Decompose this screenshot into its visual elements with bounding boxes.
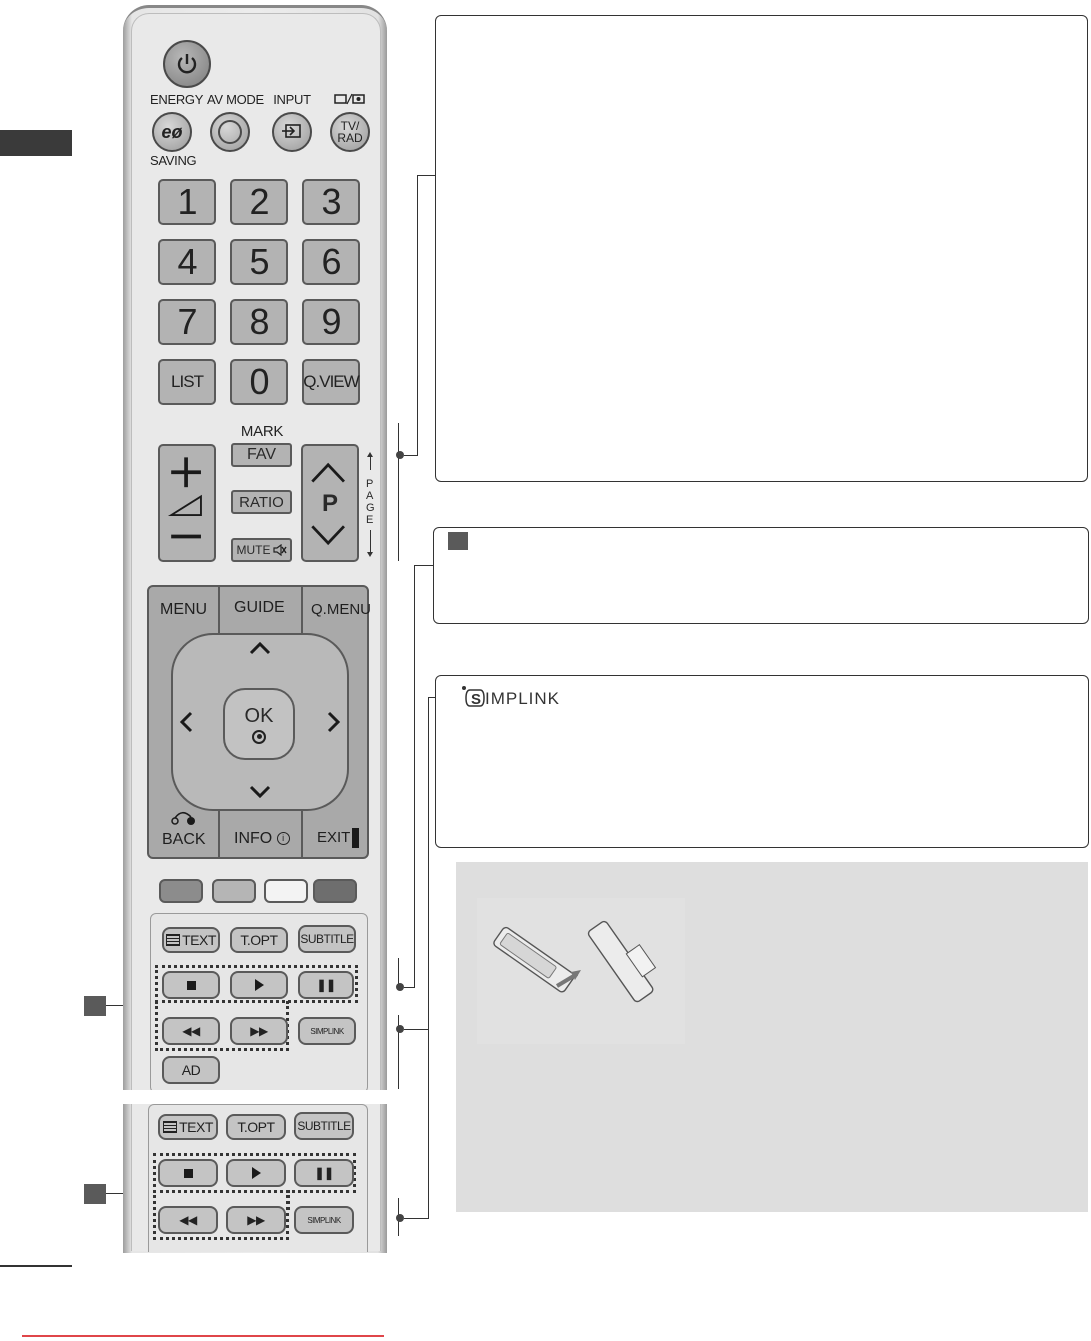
number-key-5[interactable]: 5	[230, 239, 288, 285]
rewind-button[interactable]	[158, 1206, 218, 1234]
callout-marker	[84, 1184, 106, 1204]
text-label: TEXT	[182, 932, 216, 948]
stop-icon	[187, 981, 196, 990]
q-view-button[interactable]: Q.VIEW	[302, 359, 360, 405]
number-key-4[interactable]: 4	[158, 239, 216, 285]
ad-button[interactable]: AD	[162, 1056, 220, 1084]
number-key-2[interactable]: 2	[230, 179, 288, 225]
number-key-6[interactable]: 6	[302, 239, 360, 285]
program-rocker[interactable]	[301, 444, 359, 562]
pause-button[interactable]	[298, 971, 354, 999]
number-key-9[interactable]: 9	[302, 299, 360, 345]
av-mode-button[interactable]	[210, 112, 250, 152]
number-key-8[interactable]: 8	[230, 299, 288, 345]
simplink-button[interactable]: SIMPLINK	[298, 1017, 356, 1045]
volume-icon	[160, 446, 214, 560]
saving-label: SAVING	[150, 153, 197, 168]
pause-icon: ❚❚	[314, 1166, 334, 1180]
page-letter: G	[366, 502, 375, 514]
text-icon	[163, 1121, 177, 1133]
back-arrow-icon	[170, 808, 196, 826]
page-indicator	[364, 452, 378, 562]
mute-icon	[273, 544, 287, 556]
simplink-logo	[460, 684, 584, 712]
stop-button[interactable]	[162, 971, 220, 999]
ratio-button[interactable]: RATIO	[231, 490, 292, 514]
mark-label: MARK	[240, 423, 284, 440]
play-icon	[255, 979, 264, 991]
pause-button[interactable]	[294, 1159, 354, 1187]
number-key-3[interactable]: 3	[302, 179, 360, 225]
ok-button[interactable]	[223, 688, 295, 760]
text-button[interactable]	[158, 1114, 218, 1140]
input-label: INPUT	[273, 92, 311, 107]
number-key-7[interactable]: 7	[158, 299, 216, 345]
exit-door-icon	[352, 828, 359, 848]
pause-icon: ❚❚	[316, 978, 336, 992]
av-mode-label: AV MODE	[207, 92, 264, 107]
tv-radio-top-label: TV/	[340, 119, 360, 133]
energy-label: ENERGY	[150, 92, 204, 107]
callout-marker	[448, 532, 468, 550]
list-button[interactable]: LIST	[158, 359, 216, 405]
panel-separator	[110, 1090, 410, 1104]
page-letter: E	[366, 514, 374, 526]
q-menu-button[interactable]: Q.MENU	[311, 601, 371, 618]
info-icon: i	[277, 832, 290, 845]
callout-marker	[84, 996, 106, 1016]
page-rule	[0, 1265, 72, 1267]
green-color-key[interactable]	[212, 879, 256, 903]
number-key-0[interactable]: 0	[230, 359, 288, 405]
back-button[interactable]: BACK	[162, 831, 206, 848]
footer-rule	[22, 1335, 384, 1337]
description-box-teletext	[433, 527, 1089, 624]
description-box-main	[435, 15, 1088, 482]
fast-forward-button[interactable]	[230, 1017, 288, 1045]
text-button[interactable]	[162, 927, 220, 953]
stop-button[interactable]	[158, 1159, 218, 1187]
mute-button[interactable]	[231, 538, 292, 562]
leader-bracket	[398, 423, 399, 561]
info-label: INFO	[234, 830, 273, 847]
energy-saving-button[interactable]: eø	[152, 112, 192, 152]
number-key-1[interactable]: 1	[158, 179, 216, 225]
leader-dot	[396, 1025, 404, 1033]
ok-dot-icon	[252, 730, 266, 744]
play-button[interactable]	[230, 971, 288, 999]
leader-dot	[396, 451, 404, 459]
text-icon	[166, 934, 180, 946]
rewind-button[interactable]	[162, 1017, 220, 1045]
play-icon	[252, 1167, 261, 1179]
tv-radio-icon	[334, 92, 366, 104]
volume-rocker[interactable]	[158, 444, 216, 562]
stop-icon	[184, 1169, 193, 1178]
circle-icon	[218, 120, 242, 144]
tv-radio-bottom-label: RAD	[337, 131, 363, 145]
simplink-button[interactable]: SIMPLINK	[294, 1206, 354, 1234]
section-tab	[0, 130, 72, 156]
mute-label: MUTE	[236, 543, 271, 557]
subtitle-button[interactable]: SUBTITLE	[294, 1112, 354, 1140]
yellow-color-key[interactable]	[264, 879, 308, 903]
simplink-logo-text: IMPLINK	[485, 689, 561, 708]
page-letter: A	[366, 490, 374, 502]
program-label: P	[321, 490, 338, 517]
page-letter: P	[366, 478, 374, 490]
info-button[interactable]	[234, 830, 290, 848]
red-color-key[interactable]	[159, 879, 203, 903]
rewind-icon: ◀◀	[182, 1024, 200, 1038]
fast-forward-icon: ▶▶	[250, 1024, 268, 1038]
menu-button[interactable]: MENU	[160, 601, 208, 618]
power-icon	[174, 51, 200, 77]
input-button[interactable]	[272, 112, 312, 152]
rewind-icon: ◀◀	[179, 1213, 197, 1227]
play-button[interactable]	[226, 1159, 286, 1187]
guide-button[interactable]: GUIDE	[234, 599, 285, 616]
t-opt-button[interactable]: T.OPT	[226, 1114, 286, 1140]
power-button[interactable]	[163, 40, 211, 88]
input-icon	[280, 122, 304, 142]
battery-illustration	[477, 898, 685, 1044]
fast-forward-button[interactable]	[226, 1206, 286, 1234]
ok-label: OK	[244, 704, 274, 727]
fast-forward-icon: ▶▶	[247, 1213, 265, 1227]
subtitle-button[interactable]: SUBTITLE	[298, 925, 356, 953]
t-opt-button[interactable]: T.OPT	[230, 927, 288, 953]
text-label: TEXT	[179, 1119, 213, 1135]
leader-dot	[396, 1214, 404, 1222]
leader-dot	[396, 983, 404, 991]
svg-text:S: S	[471, 691, 482, 708]
fav-button[interactable]: FAV	[231, 443, 292, 467]
blue-color-key[interactable]	[313, 879, 357, 903]
exit-button[interactable]: EXIT	[317, 829, 351, 846]
tv-radio-button[interactable]	[330, 112, 370, 152]
